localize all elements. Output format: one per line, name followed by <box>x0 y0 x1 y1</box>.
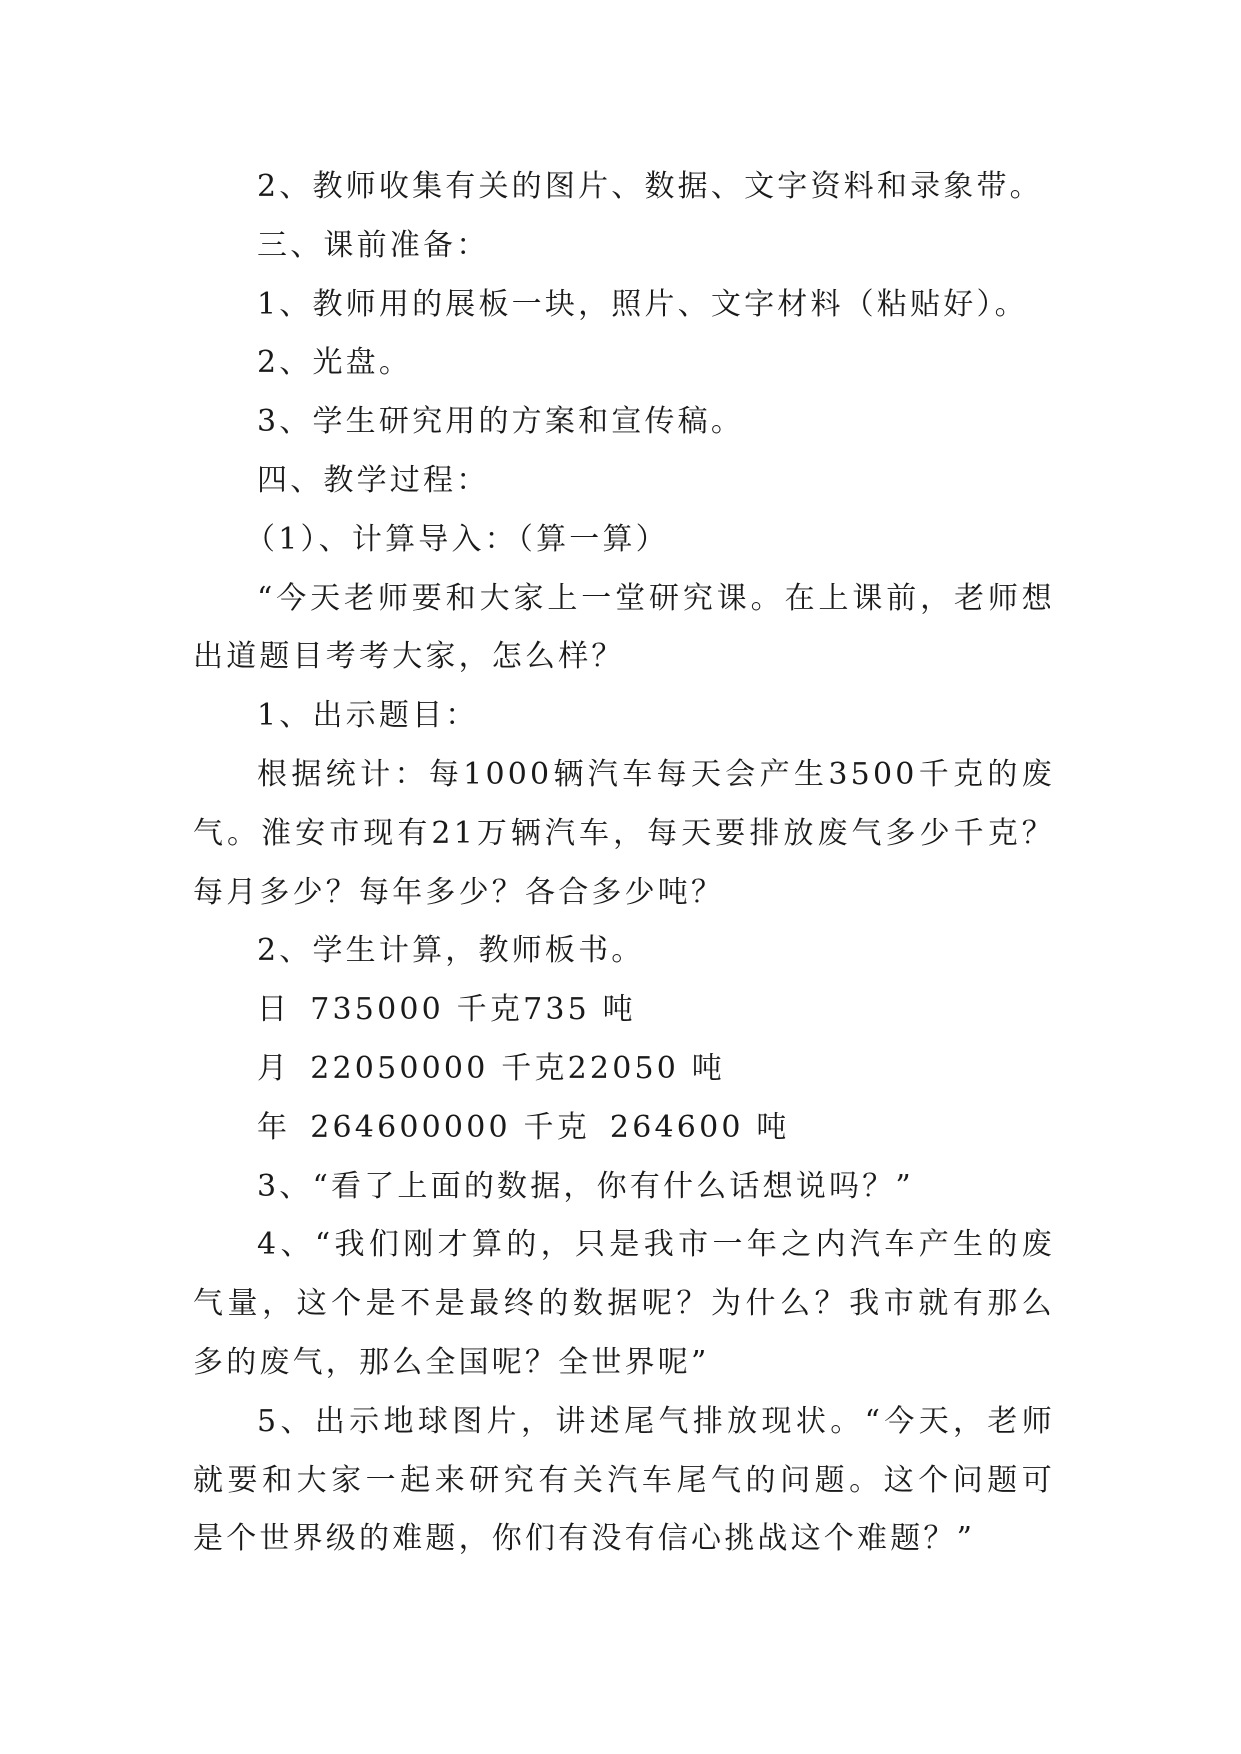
text-line: 2、教师收集有关的图片、数据、文字资料和录象带。 <box>257 169 1043 204</box>
result-kg: 735000 千克 <box>310 992 524 1028</box>
result-ton: 264600 吨 <box>609 1109 790 1145</box>
result-period: 日 <box>257 992 291 1028</box>
result-period: 年 <box>257 1109 291 1145</box>
section-heading: 四、教学过程： <box>257 462 490 498</box>
intro-paragraph: “今天老师要和大家上一堂研究课。在上课前，老师想出道题目考考大家，怎么样？ <box>193 580 1055 675</box>
result-ton: 735 吨 <box>523 992 636 1028</box>
step-5: 5、出示地球图片，讲述尾气排放现状。“今天，老师就要和大家一起来研究有关汽车尾气的问题。这个问题可是个世界级的难题，你们有没有信心挑战这个难题？” <box>193 1403 1055 1557</box>
problem-paragraph: 根据统计：每1000辆汽车每天会产生3500千克的废气。淮安市现有21万辆汽车，每天要排放废气多少千克？每月多少？每年多少？各合多少吨？ <box>193 756 1055 910</box>
result-ton: 22050 吨 <box>567 1050 726 1086</box>
section-heading: 三、课前准备： <box>257 227 490 263</box>
result-kg: 264600000 千克 <box>310 1109 590 1145</box>
result-row-day <box>193 981 1055 1040</box>
text-line: 2、光盘。 <box>257 345 413 381</box>
step-2: 2、学生计算，教师板书。 <box>257 933 645 969</box>
text-line: 3、学生研究用的方案和宣传稿。 <box>257 404 745 440</box>
result-period: 月 <box>257 1050 291 1086</box>
result-row-month <box>193 1040 1055 1099</box>
text-line: 1、教师用的展板一块，照片、文字材料（粘贴好）。 <box>257 286 1028 322</box>
step-4: 4、“我们刚才算的，只是我市一年之内汽车产生的废气量，这个是不是最终的数据呢？为什么？我市就有那么多的废气，那么全国呢？全世界呢” <box>193 1227 1055 1380</box>
step-1: 1、出示题目： <box>257 698 479 734</box>
result-row-year <box>193 1099 1055 1158</box>
document-body <box>193 158 1055 1569</box>
result-kg: 22050000 千克 <box>310 1050 568 1086</box>
subsection-heading: （1）、计算导入：（算一算） <box>245 521 669 557</box>
step-3: 3、“看了上面的数据，你有什么话想说吗？” <box>257 1168 914 1204</box>
